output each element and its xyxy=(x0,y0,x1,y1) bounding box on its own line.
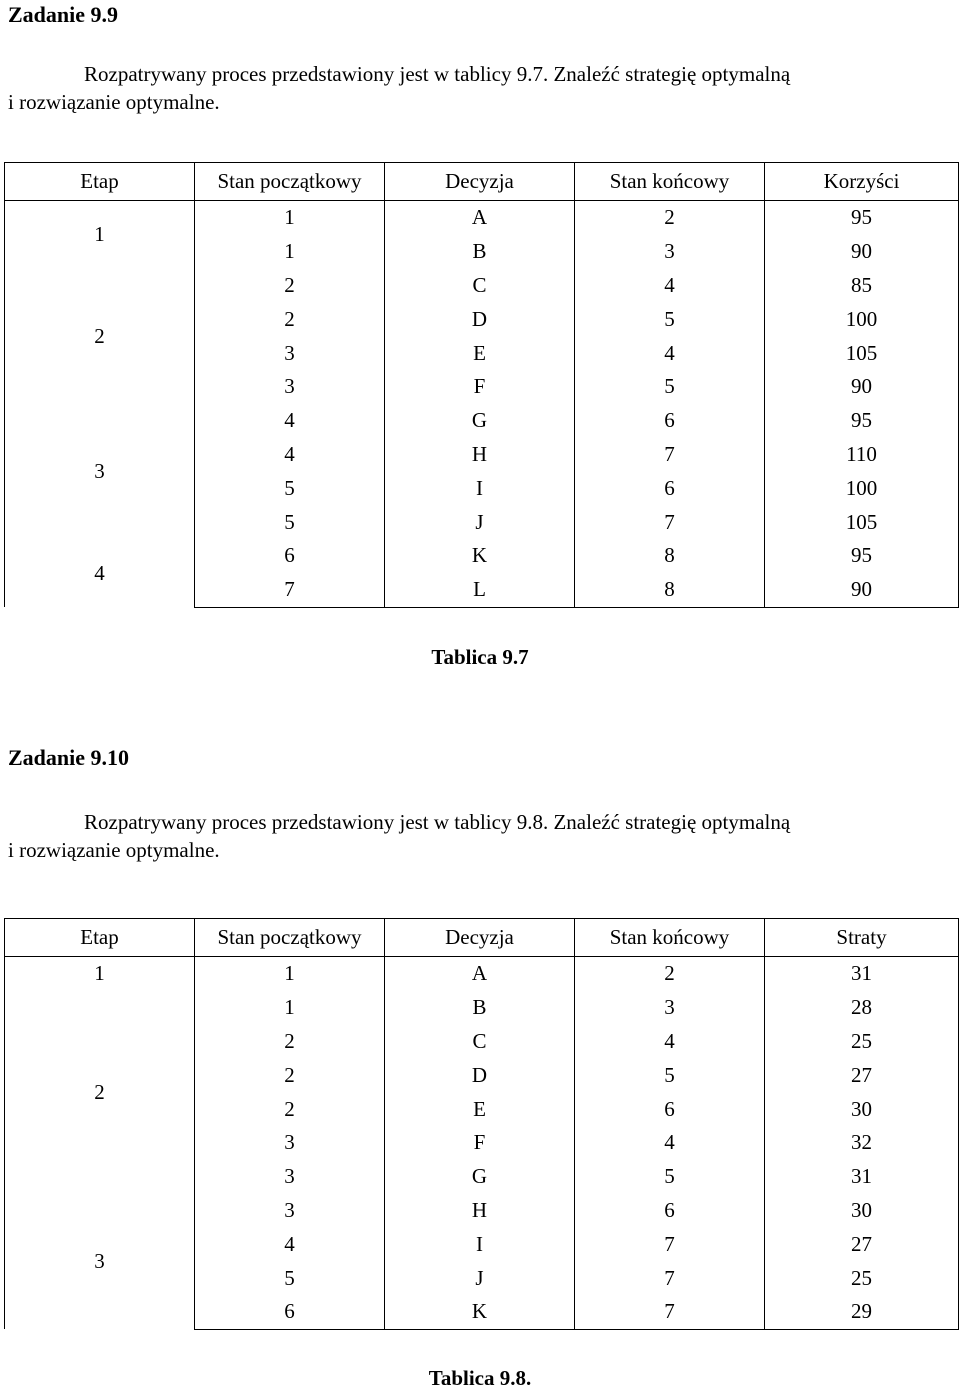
etap-cell: 2 xyxy=(5,269,195,404)
table-header-row xyxy=(5,919,959,957)
table-cell: 2 xyxy=(195,1058,385,1092)
column-header: Stan początkowy xyxy=(195,919,385,957)
table-cell: 30 xyxy=(765,1092,959,1126)
table-cell: 2 xyxy=(195,1092,385,1126)
table-9-7-caption: Tablica 9.7 xyxy=(431,645,529,669)
table-cell: A xyxy=(385,201,575,235)
table-cell: F xyxy=(385,370,575,404)
table-cell: D xyxy=(385,1058,575,1092)
table-cell: C xyxy=(385,1025,575,1059)
table-cell: 5 xyxy=(195,1261,385,1295)
table-cell: 3 xyxy=(195,1160,385,1194)
table-cell: 8 xyxy=(575,539,765,573)
table-cell: 7 xyxy=(575,438,765,472)
table-cell: 3 xyxy=(195,336,385,370)
table-cell: 1 xyxy=(195,235,385,269)
table-cell: 100 xyxy=(765,302,959,336)
table-cell: K xyxy=(385,539,575,573)
table-cell: 110 xyxy=(765,438,959,472)
table-cell: 1 xyxy=(195,957,385,991)
table-cell: 4 xyxy=(575,1025,765,1059)
table-row xyxy=(5,201,959,235)
column-header: Stan końcowy xyxy=(575,163,765,201)
table-cell: 27 xyxy=(765,1058,959,1092)
table-cell: 5 xyxy=(575,1058,765,1092)
table-cell: 25 xyxy=(765,1025,959,1059)
table-cell: 3 xyxy=(575,991,765,1025)
table-cell: 6 xyxy=(195,1295,385,1329)
table-cell: E xyxy=(385,336,575,370)
column-header: Etap xyxy=(5,163,195,201)
table-row xyxy=(5,269,959,303)
table-cell: 90 xyxy=(765,573,959,607)
table-cell: 90 xyxy=(765,370,959,404)
table-cell: 5 xyxy=(575,302,765,336)
etap-cell: 3 xyxy=(5,404,195,539)
table-cell: 100 xyxy=(765,471,959,505)
table-cell: 3 xyxy=(575,235,765,269)
column-header: Decyzja xyxy=(385,919,575,957)
section2-paragraph-line1: Rozpatrywany proces przedstawiony jest w tablicy 9.8. Znaleźć strategię optymalną xyxy=(84,810,791,834)
table-cell: 7 xyxy=(575,505,765,539)
table-cell: H xyxy=(385,1194,575,1228)
section1-paragraph-line1: Rozpatrywany proces przedstawiony jest w tablicy 9.7. Znaleźć strategię optymalną xyxy=(84,62,791,86)
table-cell: 5 xyxy=(575,1160,765,1194)
table-row xyxy=(5,991,959,1025)
table-cell: 4 xyxy=(575,1126,765,1160)
table-cell: 6 xyxy=(575,404,765,438)
table-cell: 4 xyxy=(575,269,765,303)
table-row xyxy=(5,539,959,573)
table-cell: J xyxy=(385,505,575,539)
column-header: Straty xyxy=(765,919,959,957)
table-cell: 29 xyxy=(765,1295,959,1329)
table-cell: 4 xyxy=(195,438,385,472)
table-cell: I xyxy=(385,471,575,505)
etap-cell: 1 xyxy=(5,201,195,269)
table-row xyxy=(5,1194,959,1228)
table-cell: 5 xyxy=(575,370,765,404)
table-cell: 4 xyxy=(195,404,385,438)
table-cell: 1 xyxy=(195,201,385,235)
column-header: Korzyści xyxy=(765,163,959,201)
table-cell: 7 xyxy=(575,1227,765,1261)
table-cell: I xyxy=(385,1227,575,1261)
table-cell: 2 xyxy=(575,201,765,235)
table-cell: 25 xyxy=(765,1261,959,1295)
table-cell: 3 xyxy=(195,370,385,404)
table-cell: 6 xyxy=(195,539,385,573)
table-cell: 6 xyxy=(575,1092,765,1126)
table-cell: F xyxy=(385,1126,575,1160)
table-cell: 90 xyxy=(765,235,959,269)
etap-cell: 1 xyxy=(5,957,195,991)
table-9-8 xyxy=(4,918,959,1330)
table-cell: 30 xyxy=(765,1194,959,1228)
etap-cell: 2 xyxy=(5,991,195,1194)
table-cell: K xyxy=(385,1295,575,1329)
table-cell: 31 xyxy=(765,957,959,991)
table-cell: 32 xyxy=(765,1126,959,1160)
table-cell: J xyxy=(385,1261,575,1295)
table-cell: 3 xyxy=(195,1194,385,1228)
table-cell: 5 xyxy=(195,471,385,505)
table-cell: B xyxy=(385,991,575,1025)
table-cell: D xyxy=(385,302,575,336)
section2-heading: Zadanie 9.10 xyxy=(8,745,130,770)
table-cell: 3 xyxy=(195,1126,385,1160)
table-9-7 xyxy=(4,162,959,608)
table-9-8-caption: Tablica 9.8. xyxy=(428,1366,532,1390)
table-cell: 2 xyxy=(195,302,385,336)
table-cell: 7 xyxy=(575,1295,765,1329)
section2-paragraph-line2: i rozwiązanie optymalne. xyxy=(8,838,220,862)
table-cell: 105 xyxy=(765,336,959,370)
column-header: Decyzja xyxy=(385,163,575,201)
section1-heading: Zadanie 9.9 xyxy=(8,2,119,27)
table-cell: 4 xyxy=(575,336,765,370)
table-header-row xyxy=(5,163,959,201)
table-cell: G xyxy=(385,1160,575,1194)
table-cell: 95 xyxy=(765,539,959,573)
table-cell: 1 xyxy=(195,991,385,1025)
column-header: Stan końcowy xyxy=(575,919,765,957)
table-cell: 2 xyxy=(575,957,765,991)
table-cell: L xyxy=(385,573,575,607)
column-header: Stan początkowy xyxy=(195,163,385,201)
table-cell: 5 xyxy=(195,505,385,539)
table-cell: E xyxy=(385,1092,575,1126)
table-cell: C xyxy=(385,269,575,303)
table-cell: 7 xyxy=(575,1261,765,1295)
table-cell: 95 xyxy=(765,201,959,235)
table-cell: 8 xyxy=(575,573,765,607)
table-cell: 27 xyxy=(765,1227,959,1261)
etap-cell: 4 xyxy=(5,539,195,607)
table-cell: 95 xyxy=(765,404,959,438)
section1-paragraph-line2: i rozwiązanie optymalne. xyxy=(8,90,220,114)
table-cell: 31 xyxy=(765,1160,959,1194)
table-cell: B xyxy=(385,235,575,269)
etap-cell: 3 xyxy=(5,1194,195,1330)
table-cell: A xyxy=(385,957,575,991)
table-cell: 6 xyxy=(575,1194,765,1228)
table-cell: G xyxy=(385,404,575,438)
table-cell: 2 xyxy=(195,269,385,303)
table-cell: 105 xyxy=(765,505,959,539)
table-row xyxy=(5,957,959,991)
table-cell: 28 xyxy=(765,991,959,1025)
table-cell: 7 xyxy=(195,573,385,607)
column-header: Etap xyxy=(5,919,195,957)
table-cell: 4 xyxy=(195,1227,385,1261)
table-cell: 2 xyxy=(195,1025,385,1059)
table-cell: 6 xyxy=(575,471,765,505)
table-cell: 85 xyxy=(765,269,959,303)
table-cell: H xyxy=(385,438,575,472)
table-row xyxy=(5,404,959,438)
